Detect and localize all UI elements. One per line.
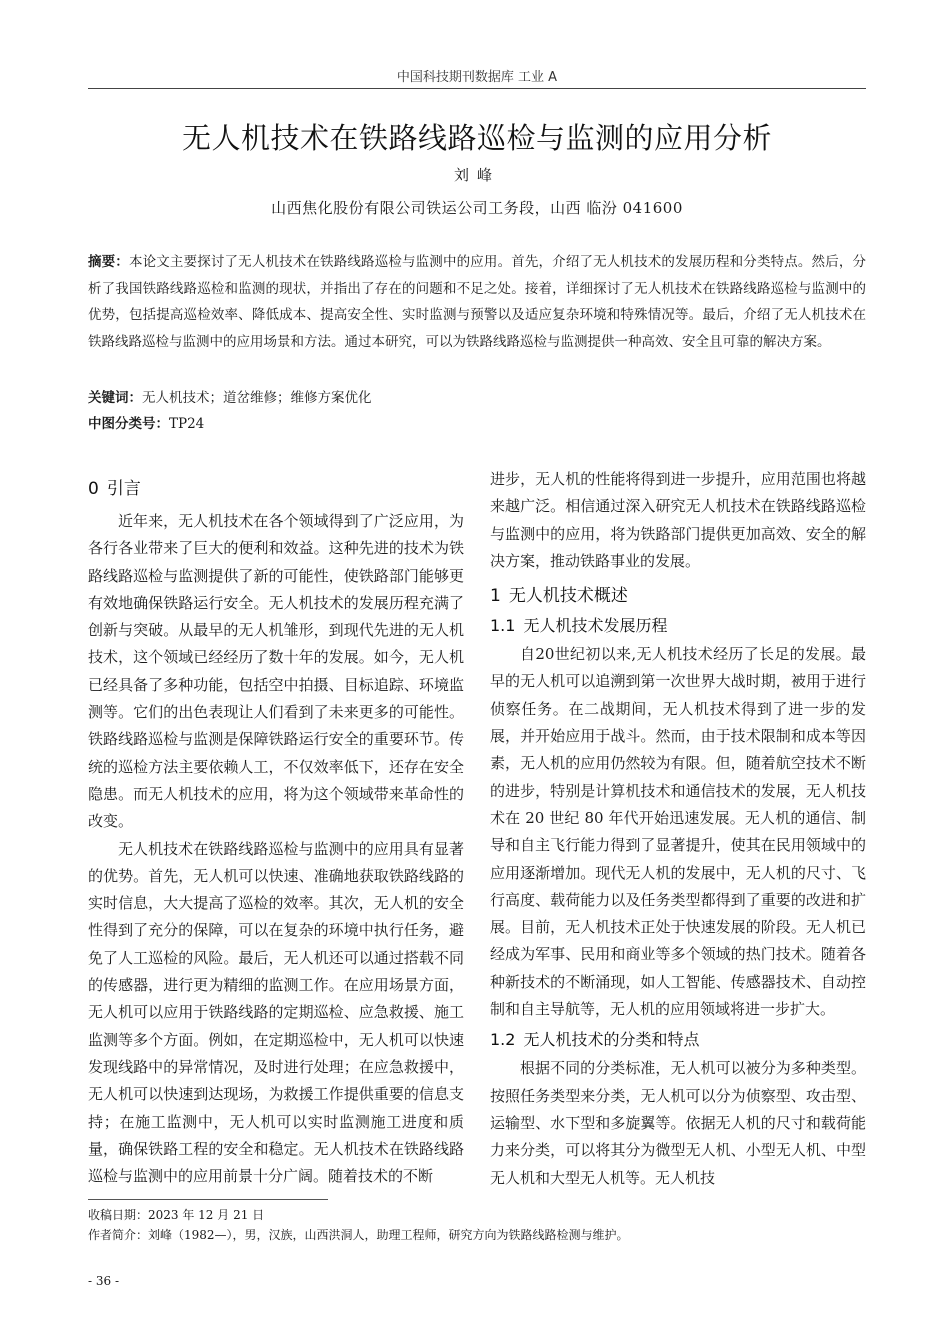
keywords-text: 无人机技术；道岔维修；维修方案优化: [142, 390, 372, 406]
footnote-divider: [88, 1199, 328, 1200]
keywords: [88, 385, 866, 411]
paragraph: 根据不同的分类标准，无人机可以被分为多种类型。按照任务类型来分类，无人机可以分为侦察型、攻击型、运输型、水下型和多旋翼等。依据无人机的尺寸和载荷能力来分类，可以将其分为微型无人机、小型无人机、中型无人机和大型无人机等。无人机技: [490, 1059, 866, 1187]
paragraph: 进步，无人机的性能将得到进一步提升，应用范围也将越来越广泛。相信通过深入研究无人机技术在铁路线路巡检与监测中的应用，将为铁路部门提供更加高效、安全的解决方案，推动铁路事业的发展。: [490, 470, 866, 570]
author-name: 刘峰: [453, 166, 500, 184]
section-number: 1.1: [490, 616, 516, 636]
paragraph: 近年来，无人机技术在各个领域得到了广泛应用，为各行各业带来了巨大的便利和效益。这种先进的技术为铁路线路巡检与监测提供了新的可能性，使铁路部门能够更有效地确保铁路运行安全。无人机技术的发展历程充满了创新与突破。从最早的无人机雏形，到现代先进的无人机技术，这个领域已经经历了数十年的发展。如今，无人机已经具备了多种功能，包括空中拍摄、目标追踪、环境监测等。它们的出色表现让人们看到了未来更多的可能性。铁路线路巡检与监测是保障铁路运行安全的重要环节。传统的巡检方法主要依赖人工，不仅效率低下，还存在安全隐患。而无人机技术的应用，将为这个领域带来革命性的改变。: [88, 512, 464, 831]
section-heading-1: [490, 581, 866, 611]
section-heading-intro: [88, 474, 464, 504]
section-number: 1: [490, 586, 501, 607]
classification-label: 中图分类号：: [88, 416, 169, 432]
section-title: 引言: [106, 479, 141, 499]
received-date: 收稿日期：2023 年 12 月 21 日: [88, 1208, 265, 1222]
section-heading-1-1: [490, 611, 866, 641]
author-bio: 作者简介：刘峰（1982—），男，汉族，山西洪洞人，助理工程师，研究方向为铁路线路检测与维护。: [88, 1228, 629, 1242]
right-column: [490, 466, 866, 1192]
paragraph: 自20世纪初以来,无人机技术经历了长足的发展。最早的无人机可以追溯到第一次世界大战时期，被用于进行侦察任务。在二战期间，无人机技术得到了进一步的发展，并开始应用于战斗。然而，由于技术限制和成本等因素，无人机的应用仍然较为有限。但，随着航空技术不断的进步，特别是计算机技术和通信技术的发展，无人机技术在 20 世纪 80 年代开始迅速发展。无人机的通信、制导和自主飞行能力得到了显著提升，使其在民用领域中的应用逐渐增加。现代无人机的发展中，无人机的尺寸、飞行高度、载荷能力以及任务类型都得到了重要的改进和扩展。目前，无人机技术正处于快速发展的阶段。无人机已经成为军事、民用和商业等多个领域的热门技术。随着各种新技术的不断涌现，如人工智能、传感器技术、自动控制和自主导航等，无人机的应用领域将进一步扩大。: [490, 645, 866, 1019]
left-column: [88, 474, 464, 1190]
section-title: 无人机技术发展历程: [523, 616, 668, 636]
paragraph: 无人机技术在铁路线路巡检与监测中的应用具有显著的优势。首先，无人机可以快速、准确地获取铁路线路的实时信息，大大提高了巡检的效率。其次，无人机的安全性得到了充分的保障，可以在复杂的环境中执行任务，避免了人工巡检的风险。最后，无人机还可以通过搭载不同的传感器，进行更为精细的监测工作。在应用场景方面，无人机可以应用于铁路线路的定期巡检、应急救援、施工监测等多个方面。例如，在定期巡检中，无人机可以快速发现线路中的异常情况，及时进行处理；在应急救援中，无人机可以快速到达现场，为救援工作提供重要的信息支持；在施工监测中，无人机可以实时监测施工进度和质量，确保铁路工程的安全和稳定。无人机技术在铁路线路巡检与监测中的应用前景十分广阔。随着技术的不断: [88, 839, 464, 1186]
section-title: 无人机技术概述: [508, 586, 628, 607]
author-affiliation: 山西焦化股份有限公司铁运公司工务段，山西 临汾 041600: [271, 199, 683, 217]
page-number: - 36 -: [88, 1274, 120, 1288]
section-number: 1.2: [490, 1030, 516, 1050]
keywords-label: 关键词：: [88, 390, 142, 406]
abstract: [88, 249, 866, 355]
journal-header: 中国科技期刊数据库 工业 A: [396, 70, 558, 85]
classification-text: TP24: [169, 416, 205, 432]
abstract-label: 摘要：: [88, 254, 129, 270]
header-divider: [88, 88, 866, 89]
section-title: 无人机技术的分类和特点: [523, 1030, 700, 1050]
section-number: 0: [88, 479, 99, 499]
classification: [88, 411, 866, 437]
paper-title: 无人机技术在铁路线路巡检与监测的应用分析: [181, 121, 772, 155]
section-heading-1-2: [490, 1025, 866, 1055]
abstract-text: 本论文主要探讨了无人机技术在铁路线路巡检与监测中的应用。首先，介绍了无人机技术的发展历程和分类特点。然后，分析了我国铁路线路巡检和监测的现状，并指出了存在的问题和不足之处。接着，详细探讨了无人机技术在铁路线路巡检与监测中的优势，包括提高巡检效率、降低成本、提高安全性、实时监测与预警以及适应复杂环境和特殊情况等。最后，介绍了无人机技术在铁路线路巡检与监测中的应用场景和方法。通过本研究，可以为铁路线路巡检与监测提供一种高效、安全且可靠的解决方案。: [88, 254, 867, 350]
